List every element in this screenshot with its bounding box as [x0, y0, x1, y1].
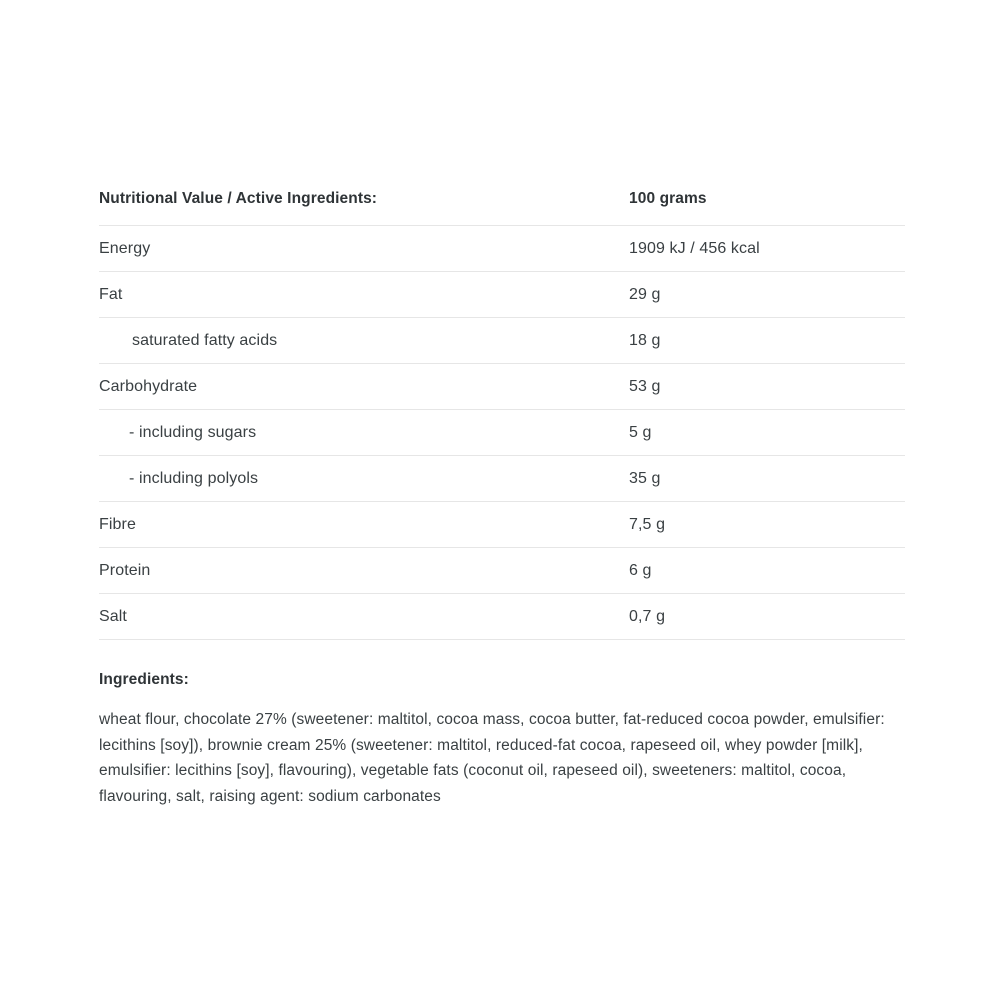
nutrient-value: 29 g: [629, 272, 905, 318]
table-row: [99, 456, 905, 502]
nutrient-name: - including polyols: [99, 456, 629, 502]
table-row: [99, 364, 905, 410]
content-container: [99, 190, 905, 809]
nutrient-name: Fat: [99, 272, 629, 318]
nutrient-value: 6 g: [629, 548, 905, 594]
nutrient-value: 1909 kJ / 456 kcal: [629, 226, 905, 272]
table-header-row: [99, 190, 905, 226]
column-header-amount: 100 grams: [629, 190, 707, 207]
ingredients-text: wheat flour, chocolate 27% (sweetener: maltitol, cocoa mass, cocoa butter, fat-reduced cocoa powder, emulsifier: lecithins [soy]), brownie cream 25% (sweetener: maltitol, reduced-fat cocoa, rapeseed oil, whey powder [milk], emulsifier: lecithins [soy], flavouring), vegetable fats (coconut oil, rapeseed oil), sweeteners: maltitol, cocoa, flavouring, salt, raising agent: sodium carbonates: [99, 711, 885, 805]
nutrient-value: 53 g: [629, 364, 905, 410]
nutrient-name: Salt: [99, 594, 629, 640]
column-header-nutrient: Nutritional Value / Active Ingredients:: [99, 190, 378, 207]
nutrient-name: Protein: [99, 548, 629, 594]
nutrient-name: saturated fatty acids: [99, 318, 629, 364]
table-row: [99, 548, 905, 594]
nutrient-name: Fibre: [99, 502, 629, 548]
table-row: [99, 318, 905, 364]
table-row: [99, 502, 905, 548]
nutrient-name: - including sugars: [99, 410, 629, 456]
table-row: [99, 226, 905, 272]
nutrient-name: Energy: [99, 226, 629, 272]
nutrient-value: 35 g: [629, 456, 905, 502]
table-row: [99, 594, 905, 640]
ingredients-section: [99, 671, 905, 809]
table-row: [99, 410, 905, 456]
nutrient-value: 18 g: [629, 318, 905, 364]
ingredients-title: Ingredients:: [99, 671, 189, 688]
nutrient-value: 0,7 g: [629, 594, 905, 640]
nutrition-table: [99, 190, 905, 640]
nutrient-name: Carbohydrate: [99, 364, 629, 410]
nutrient-value: 7,5 g: [629, 502, 905, 548]
table-row: [99, 272, 905, 318]
nutrient-value: 5 g: [629, 410, 905, 456]
